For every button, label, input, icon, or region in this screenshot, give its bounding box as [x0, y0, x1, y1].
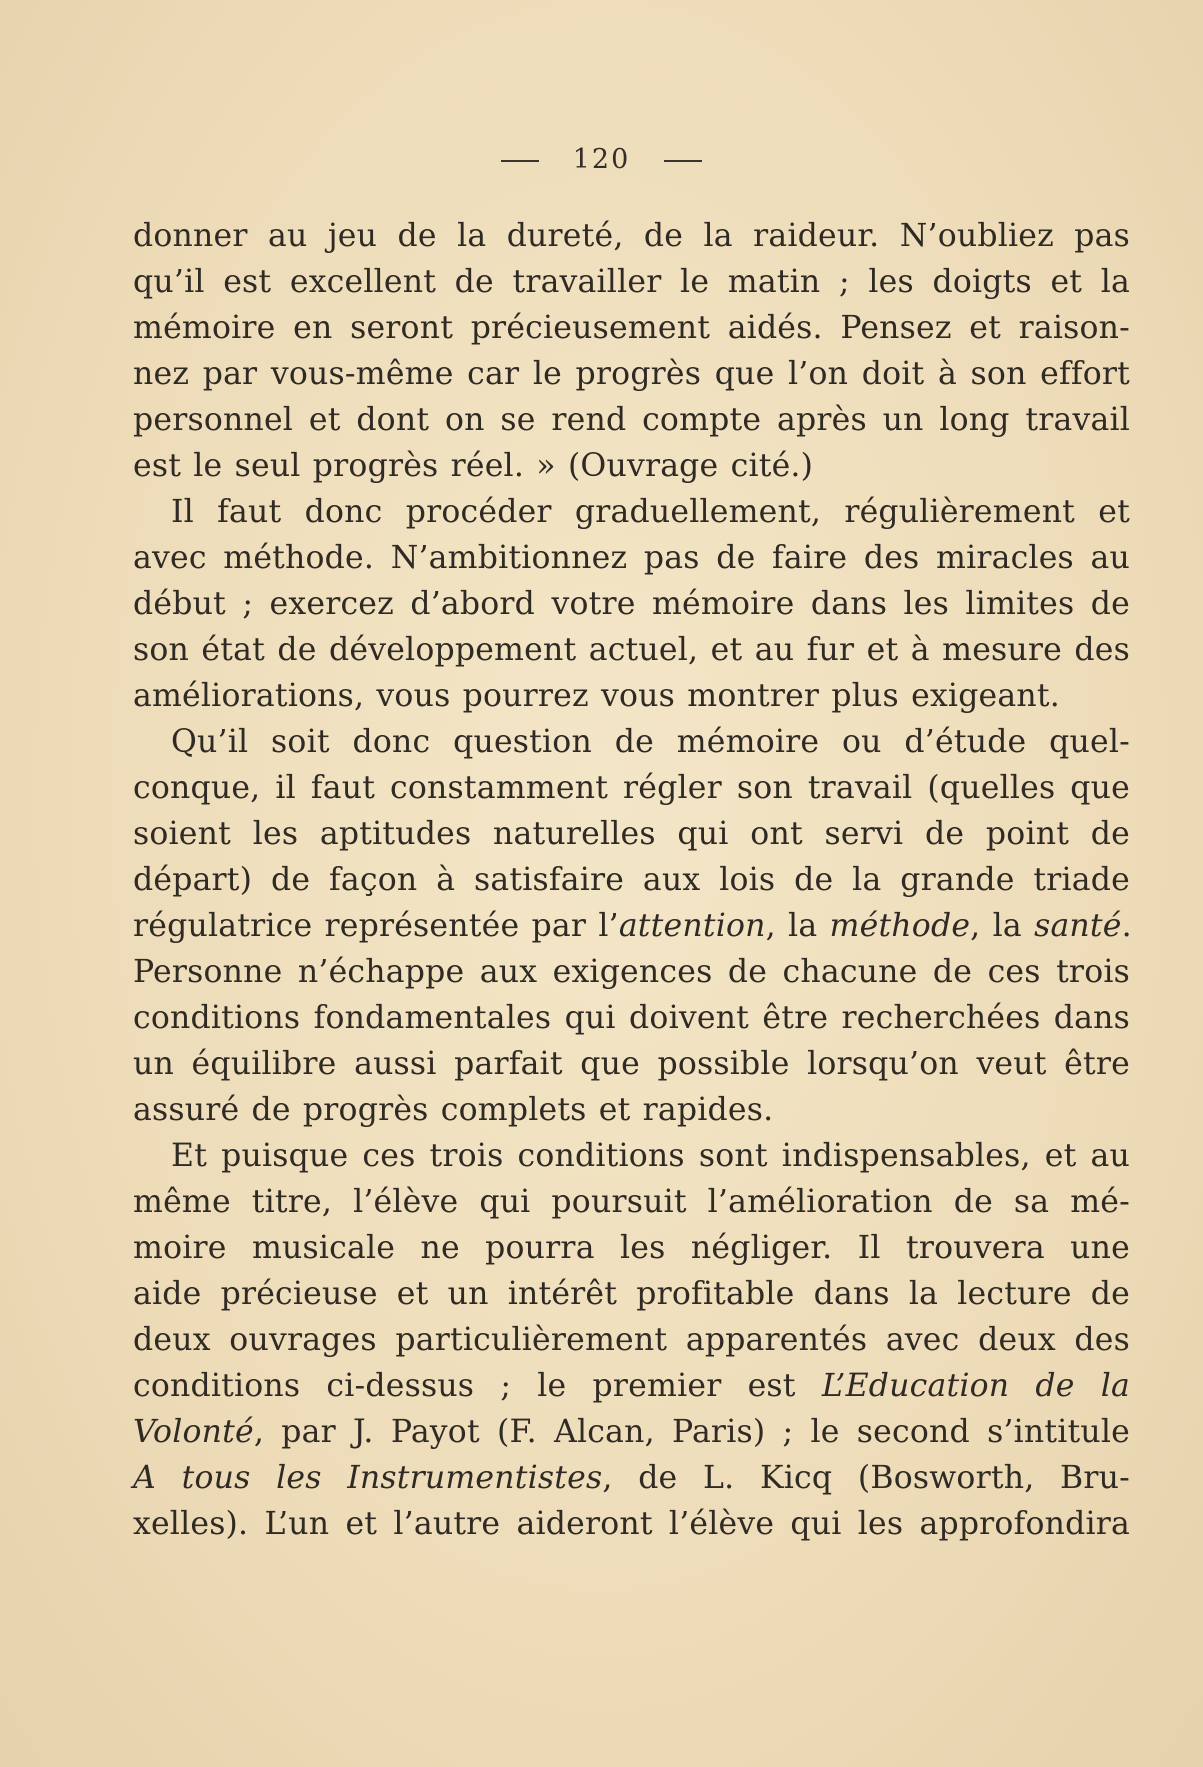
text-line: un équilibre aussi parfait que possible lorsqu’on veut être — [133, 1046, 1130, 1082]
text-line: deux ouvrages particulièrement apparentés avec deux des — [133, 1322, 1130, 1358]
italic-term-methode: méthode — [829, 908, 971, 944]
page-number: 120 — [572, 144, 631, 175]
text-segment: . — [1121, 908, 1132, 944]
text-line: début ; exercez d’abord votre mémoire dans les limites de — [133, 586, 1130, 622]
text-line — [133, 1455, 1130, 1501]
text-line: avec méthode. N’ambitionnez pas de faire des miracles au — [133, 540, 1130, 576]
text-line — [133, 1409, 1130, 1455]
text-line: aide précieuse et un intérêt profitable dans la lecture de — [133, 1276, 1130, 1312]
italic-book-title: A tous les Instrumentistes — [133, 1460, 603, 1496]
page-number-header — [0, 144, 1203, 175]
text-segment: , la — [970, 908, 1035, 944]
text-line: mémoire en seront précieusement aidés. Pensez et raison- — [133, 310, 1130, 346]
text-line — [133, 903, 1130, 949]
text-line: donner au jeu de la dureté, de la raideur. N’oubliez pas — [133, 218, 1130, 254]
italic-term-sante: santé — [1034, 908, 1122, 944]
text-line — [133, 1363, 1130, 1409]
text-line: même titre, l’élève qui poursuit l’amélioration de sa mé- — [133, 1184, 1130, 1220]
text-segment: , par J. Payot (F. Alcan, Paris) ; le second s’intitule — [253, 1414, 1130, 1450]
italic-book-title: L’Education de la — [821, 1368, 1130, 1404]
text-line: qu’il est excellent de travailler le matin ; les doigts et la — [133, 264, 1130, 300]
text-line: xelles). L’un et l’autre aideront l’élève qui les approfondira — [133, 1506, 1130, 1542]
text-segment: régulatrice représentée par l’ — [133, 908, 619, 944]
text-line: conditions fondamentales qui doivent être recherchées dans — [133, 1000, 1130, 1036]
text-line: soient les aptitudes naturelles qui ont servi de point de — [133, 816, 1130, 852]
text-line: départ) de façon à satisfaire aux lois de la grande triade — [133, 862, 1130, 898]
italic-term-attention: attention — [618, 908, 766, 944]
text-line: Il faut donc procéder graduellement, régulièrement et — [171, 494, 1130, 530]
text-line: améliorations, vous pourrez vous montrer plus exigeant. — [133, 678, 1060, 714]
text-line: personnel et dont on se rend compte après un long travail — [133, 402, 1130, 438]
text-line: Personne n’échappe aux exigences de chacune de ces trois — [133, 954, 1130, 990]
body-text — [133, 213, 1130, 1547]
text-segment: conditions ci-dessus ; le premier est — [133, 1368, 822, 1404]
right-dash — [664, 160, 702, 162]
left-dash — [501, 160, 539, 162]
text-line: assuré de progrès complets et rapides. — [133, 1092, 774, 1128]
text-segment: , de L. Kicq (Bosworth, Bru- — [602, 1460, 1130, 1496]
text-line: Qu’il soit donc question de mémoire ou d’étude quel- — [171, 724, 1130, 760]
text-line: son état de développement actuel, et au fur et à mesure des — [133, 632, 1130, 668]
text-line: conque, il faut constamment régler son travail (quelles que — [133, 770, 1130, 806]
text-line: est le seul progrès réel. » (Ouvrage cité.) — [133, 448, 814, 484]
text-segment: , la — [765, 908, 830, 944]
text-line: Et puisque ces trois conditions sont indispensables, et au — [171, 1138, 1130, 1174]
italic-book-title: Volonté — [133, 1414, 254, 1450]
text-line: moire musicale ne pourra les négliger. Il trouvera une — [133, 1230, 1130, 1266]
text-line: nez par vous-même car le progrès que l’on doit à son effort — [133, 356, 1130, 392]
